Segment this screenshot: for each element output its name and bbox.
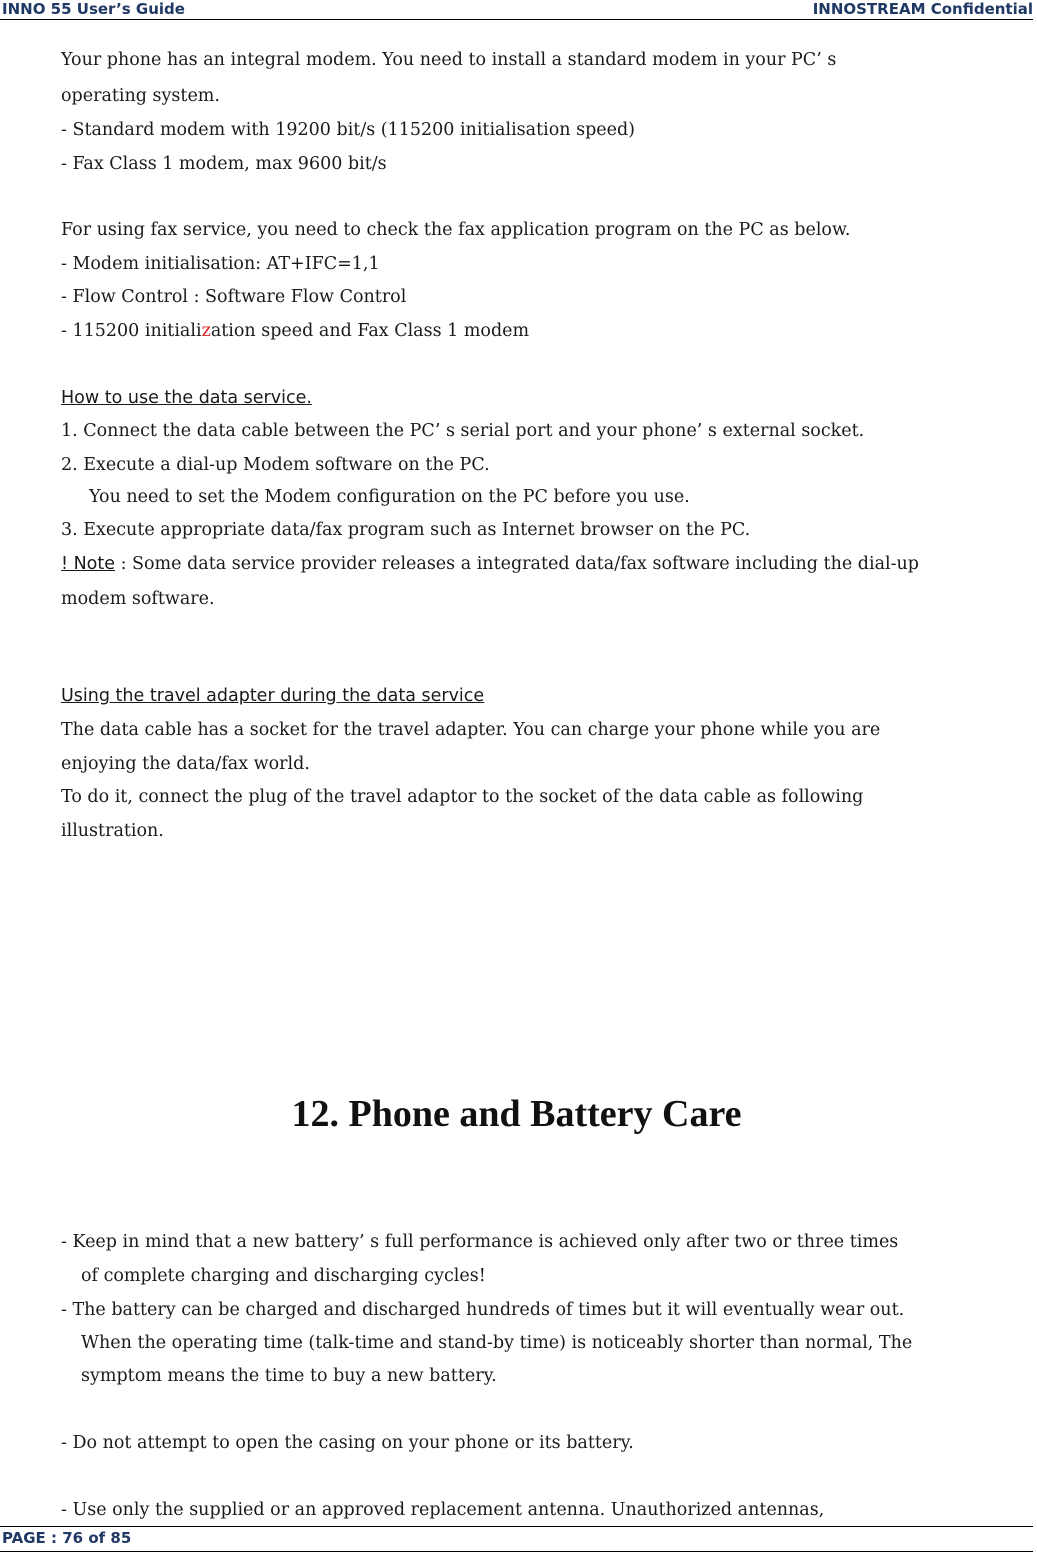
- modem-intro-line-2: operating system.: [61, 86, 220, 106]
- how-to-step-2-sub: You need to set the Modem configuration on the PC before you use.: [89, 487, 690, 507]
- header-confidential: INNOSTREAM Confidential: [812, 0, 1033, 18]
- page-number: PAGE : 76 of 85: [2, 1529, 132, 1547]
- how-to-step-1: 1. Connect the data cable between the PC’ s serial port and your phone’ s external socket.: [61, 421, 865, 441]
- note-text: : Some data service provider releases a integrated data/fax software including the dial-up: [115, 554, 919, 574]
- note-label: ! Note: [61, 554, 116, 574]
- adapter-line-4: illustration.: [61, 821, 164, 841]
- adapter-line-2: enjoying the data/fax world.: [61, 754, 310, 774]
- modem-requirement-2: - Fax Class 1 modem, max 9600 bit/s: [61, 154, 387, 174]
- how-to-note: [61, 548, 919, 581]
- page-footer: [0, 1526, 1033, 1552]
- care-bullet-3: - Do not attempt to open the casing on your phone or its battery.: [61, 1433, 634, 1453]
- how-to-step-3: 3. Execute appropriate data/fax program such as Internet browser on the PC.: [61, 520, 751, 540]
- adapter-line-1: The data cable has a socket for the travel adapter. You can charge your phone while you are: [61, 720, 881, 740]
- fax-setting-3-post: ation speed and Fax Class 1 modem: [210, 321, 530, 341]
- fax-setting-2: - Flow Control : Software Flow Control: [61, 287, 407, 307]
- care-bullet-1-line-1: - Keep in mind that a new battery’ s full performance is achieved only after two or three times: [61, 1232, 899, 1252]
- adapter-heading: Using the travel adapter during the data service: [61, 686, 485, 706]
- adapter-line-3: To do it, connect the plug of the travel adaptor to the socket of the data cable as following: [61, 787, 864, 807]
- care-bullet-2-line-1: - The battery can be charged and discharged hundreds of times but it will eventually wear out.: [61, 1300, 905, 1320]
- section-title: 12. Phone and Battery Care: [291, 1093, 742, 1135]
- care-bullet-1-line-2: of complete charging and discharging cycles!: [81, 1266, 486, 1286]
- fax-setting-3-pre: - 115200 initiali: [61, 321, 202, 341]
- how-to-step-2: 2. Execute a dial-up Modem software on the PC.: [61, 455, 490, 475]
- care-bullet-4: - Use only the supplied or an approved replacement antenna. Unauthorized antennas,: [61, 1500, 825, 1520]
- modem-intro-line-1: Your phone has an integral modem. You need to install a standard modem in your PC’ s: [61, 50, 837, 70]
- fax-setting-3: [61, 315, 529, 348]
- modem-requirement-1: - Standard modem with 19200 bit/s (115200 initialisation speed): [61, 120, 636, 140]
- care-bullet-2-line-3: symptom means the time to buy a new battery.: [81, 1366, 497, 1386]
- fax-setting-1: - Modem initialisation: AT+IFC=1,1: [61, 254, 380, 274]
- page-header: [0, 0, 1033, 20]
- how-to-heading: How to use the data service.: [61, 388, 312, 408]
- how-to-note-line-2: modem software.: [61, 589, 215, 609]
- fax-setting-3-mark: z: [201, 321, 211, 341]
- fax-intro: For using fax service, you need to check the fax application program on the PC as below.: [61, 220, 851, 240]
- header-doc-title: INNO 55 User’s Guide: [2, 0, 185, 18]
- care-bullet-2-line-2: When the operating time (talk-time and stand-by time) is noticeably shorter than normal, The: [81, 1333, 913, 1353]
